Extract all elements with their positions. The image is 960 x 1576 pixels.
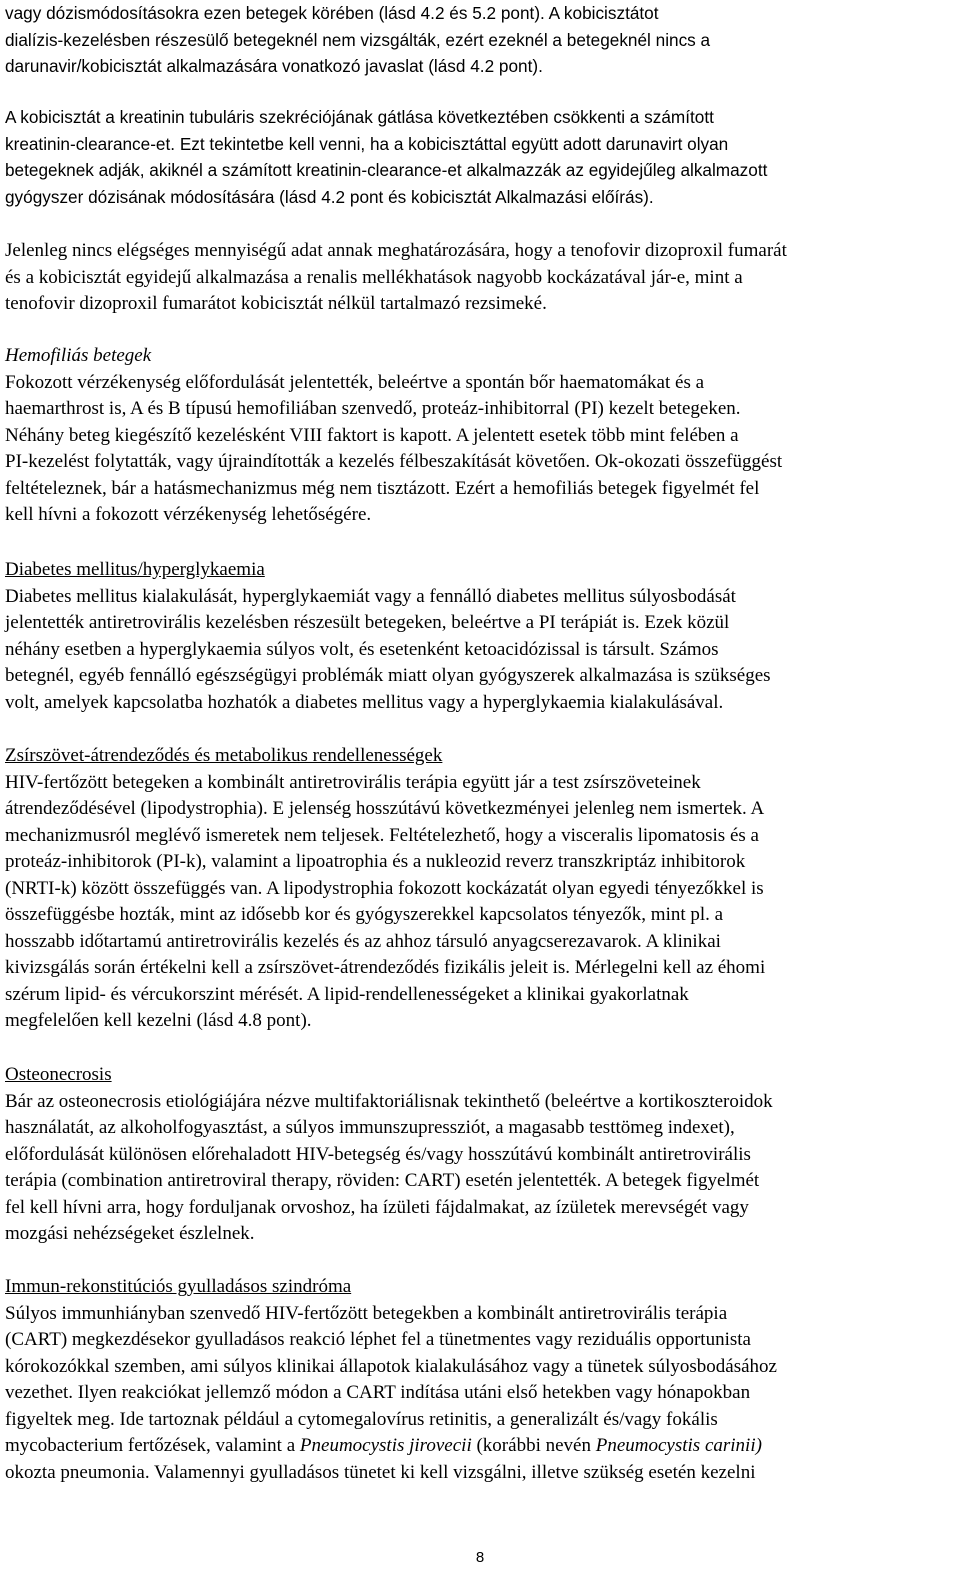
text-line: HIV-fertőzött betegeken a kombinált antiretrovirális terápia együtt jár a test zsírszöveteinek xyxy=(5,771,701,793)
text-line: Fokozott vérzékenység előfordulását jelentették, beleértve a spontán bőr haematomákat és a xyxy=(5,371,705,393)
text-line: proteáz-inhibitorok (PI-k), valamint a lipoatrophia és a nukleozid reverz transzkriptáz inhibitorok xyxy=(5,851,746,872)
text-run: mycobacterium fertőzések, valamint a xyxy=(5,1435,300,1456)
text-line: összefüggésbe hozták, mint az idősebb kor és gyógyszerekkel kapcsolatos tényezők, mint pl. a xyxy=(5,904,724,925)
text-line: A kobicisztát a kreatinin tubuláris szekréciójának gátlása következtében csökkenti a számított xyxy=(5,107,714,127)
text-run: (korábbi nevén xyxy=(471,1435,596,1456)
text-line: Bár az osteonecrosis etiológiájára nézve multifaktoriálisnak tekinthető (beleértve a kortikoszteroidok xyxy=(5,1090,773,1112)
italic-species-name: Pneumocystis jirovecii xyxy=(299,1435,472,1456)
paragraph-creatinine xyxy=(5,104,960,210)
text-line: mechanizmusról meglévő ismeretek nem teljesek. Feltételezhető, hogy a visceralis lipomatosis és a xyxy=(5,824,759,846)
text-line: előfordulását különösen előrehaladott HIV-betegség és/vagy hosszútávú kombinált antiretrovirális xyxy=(5,1143,751,1165)
text-line: terápia (combination antiretroviral therapy, röviden: CART) esetén jelentették. A betegek figyelmét xyxy=(5,1170,760,1191)
text-line: okozta pneumonia. Valamennyi gyulladásos tünetet ki kell vizsgálni, illetve szükség esetén kezelni xyxy=(5,1461,756,1483)
text-line: dialízis-kezelésben részesülő betegeknél nem vizsgálták, ezért ezeknél a betegeknél nincs a xyxy=(5,29,711,50)
text-line: Jelenleg nincs elégséges mennyiségű adat annak meghatározására, hogy a tenofovir dizoproxil fumarát xyxy=(5,240,787,261)
text-line: néhány esetben a hyperglykaemia súlyos volt, és esetenként ketoacidózissal is társult. Számos xyxy=(5,638,719,660)
text-line: tenofovir dizoproxil fumarátot kobicisztát nélkül tartalmazó rezsimeké. xyxy=(5,293,547,314)
text-line: kreatinin-clearance-et. Ezt tekintetbe kell venni, ha a kobicisztáttal együtt adott darunavirt olyan xyxy=(5,133,729,154)
paragraph-renal-dialysis xyxy=(5,0,960,80)
text-line: vezethet. Ilyen reakciókat jellemző módon a CART indítása utáni első hetekben vagy hónapokban xyxy=(5,1382,751,1403)
text-line: Néhány beteg kiegészítő kezelésként VIII faktort is kapott. A jelentett esetek több mint felében a xyxy=(5,424,739,446)
section-diabetes xyxy=(5,557,960,716)
text-line: vagy dózismódosításokra ezen betegek körében (lásd 4.2 és 5.2 pont). A kobicisztátot xyxy=(5,3,659,23)
text-line: darunavir/kobicisztát alkalmazására vonatkozó javaslat (lásd 4.2 pont). xyxy=(5,56,543,76)
text-line: fel kell hívni arra, hogy forduljanak orvoshoz, ha ízületi fájdalmakat, az ízületek merevségét vagy xyxy=(5,1196,749,1218)
text-line: feltételeznek, bár a hatásmechanizmus még nem tisztázott. Ezért a hemofiliás betegek figyelmét fel xyxy=(5,477,760,499)
text-line xyxy=(5,1433,960,1460)
text-line: kell hívni a fokozott vérzékenység lehetőségére. xyxy=(5,504,372,525)
text-line: szérum lipid- és vércukorszint mérését. A lipid-rendellenességeket a klinikai gyakorlatnak xyxy=(5,983,689,1005)
section-heading-haemophilia: Hemofiliás betegek xyxy=(5,345,152,366)
section-haemophilia xyxy=(5,343,960,529)
section-heading-osteonecrosis: Osteonecrosis xyxy=(5,1064,112,1085)
text-line: betegnél, egyéb fennálló egészségügyi problémák miatt olyan gyógyszerek alkalmazása is szükséges xyxy=(5,665,771,686)
text-line: átrendeződésével (lipodystrophia). E jelenség hosszútávú következményei jelenleg nem ismertek. A xyxy=(5,798,765,819)
section-immune-reconstitution xyxy=(5,1274,960,1486)
text-line: megfelelően kell kezelni (lásd 4.8 pont). xyxy=(5,1010,312,1031)
section-heading-lipodystrophy: Zsírszövet-átrendeződés és metabolikus rendellenességek xyxy=(5,745,443,766)
text-line: Súlyos immunhiányban szenvedő HIV-fertőzött betegekben a kombinált antiretrovirális terápia xyxy=(5,1302,728,1324)
section-lipodystrophy xyxy=(5,743,960,1035)
page-number: 8 xyxy=(475,1549,485,1566)
text-line: haemarthrost is, A és B típusú hemofiliában szenvedő, proteáz-inhibitorral (PI) kezelt betegeken. xyxy=(5,398,741,419)
text-line: jelentették antiretrovirális kezelésben részesült betegeken, beleértve a PI terápiát is. Ezek közül xyxy=(5,612,730,633)
text-line: volt, amelyek kapcsolatba hozhatók a diabetes mellitus vagy a hyperglykaemia kialakulásával. xyxy=(5,691,724,713)
italic-species-name: Pneumocystis carinii) xyxy=(595,1435,762,1456)
text-line: kórokozókkal szemben, ami súlyos klinikai állapotok kialakulásához vagy a tünetek súlyosbodásához xyxy=(5,1355,777,1377)
text-line: használatát, az alkoholfogyasztást, a súlyos immunszupressziót, a magasabb testtömeg indexet), xyxy=(5,1117,735,1138)
text-line: gyógyszer dózisának módosítására (lásd 4.2 pont és kobicisztát Alkalmazási előírás). xyxy=(5,186,654,207)
text-line: kivizsgálás során értékelni kell a zsírszövet-átrendeződés fizikális jeleit is. Mérlegelni kell az éhomi xyxy=(5,957,766,978)
section-osteonecrosis xyxy=(5,1062,960,1248)
text-line: és a kobicisztát egyidejű alkalmazása a renalis mellékhatások nagyobb kockázatával jár-e, mint a xyxy=(5,266,743,288)
text-line: Diabetes mellitus kialakulását, hyperglykaemiát vagy a fennálló diabetes mellitus súlyosbodását xyxy=(5,585,736,607)
text-line: betegeknek adják, akiknél a számított kreatinin-clearance-et alkalmazzák az egyidejűleg alkalmazott xyxy=(5,160,768,180)
section-heading-immune-reconstitution: Immun-rekonstitúciós gyulladásos szindróma xyxy=(5,1276,352,1297)
text-line: hosszabb időtartamú antiretrovirális kezelés és az ahhoz társuló anyagcserezavarok. A klinikai xyxy=(5,930,721,952)
text-line: (NRTI-k) között összefüggés van. A lipodystrophia fokozott kockázatát olyan egyedi tényezőkkel is xyxy=(5,877,764,899)
text-line: figyeltek meg. Ide tartoznak például a cytomegalovírus retinitis, a generalizált és/vagy fokális xyxy=(5,1408,718,1430)
paragraph-tenofovir xyxy=(5,238,960,318)
text-line: PI-kezelést folytatták, vagy újraindították a kezelés félbeszakítását követően. Ok-okozati összefüggést xyxy=(5,451,783,472)
text-line: (CART) megkezdésekor gyulladásos reakció léphet fel a tünetmentes vagy reziduális opportunista xyxy=(5,1329,751,1350)
section-heading-diabetes: Diabetes mellitus/hyperglykaemia xyxy=(5,559,265,580)
text-line: mozgási nehézségeket észlelnek. xyxy=(5,1223,255,1244)
